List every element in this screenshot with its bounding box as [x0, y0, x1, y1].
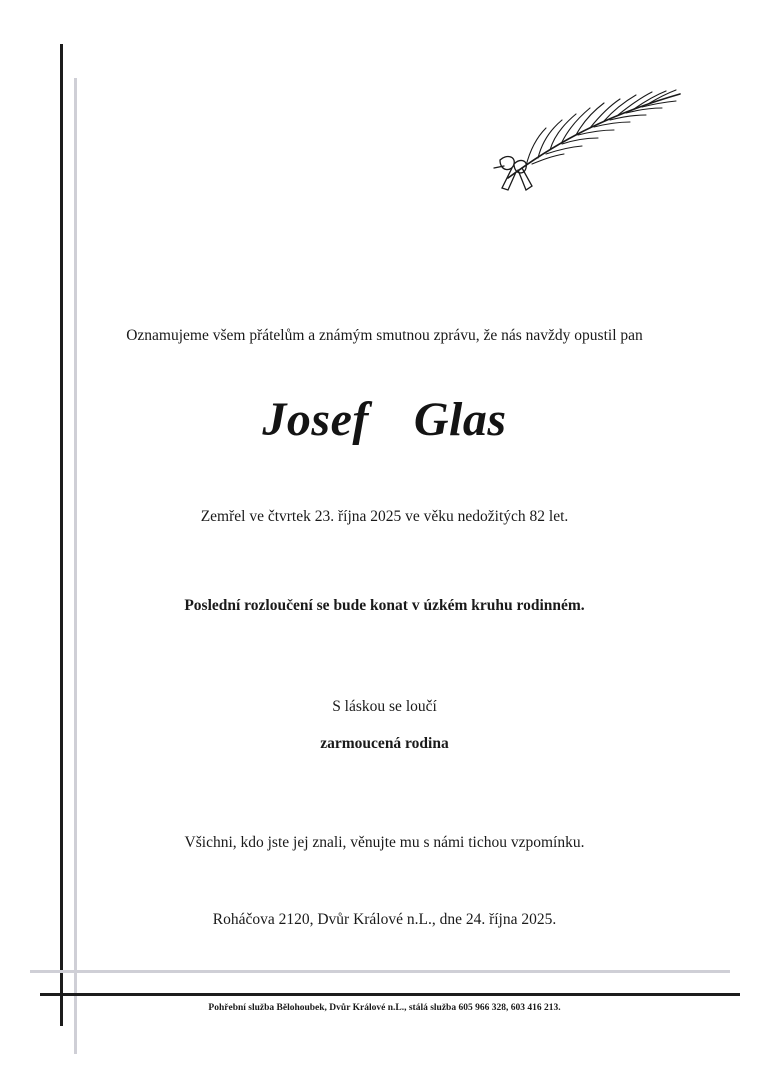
place-date-text: Roháčova 2120, Dvůr Králové n.L., dne 24. října 2025. — [212, 911, 557, 928]
frame-horizontal-dark-line — [40, 993, 740, 996]
remember-text: Všichni, kdo jste jej znali, věnujte mu s námi tichou vzpomínku. — [184, 834, 585, 851]
funeral-service-footer: Pohřební služba Bělohoubek, Dvůr Králové n.L., stálá služba 605 966 328, 603 416 213. — [208, 1003, 561, 1013]
love-text: S láskou se loučí — [332, 698, 437, 715]
farewell-text: Poslední rozloučení se bude konat v úzkém kruhu rodinném. — [184, 597, 585, 614]
intro-text: Oznamujeme všem přátelům a známým smutnou zprávu, že nás navždy opustil pan — [126, 327, 643, 344]
frame-horizontal-grey-line — [30, 970, 730, 973]
deceased-name: Josef Glas — [262, 393, 507, 446]
death-date-text: Zemřel ve čtvrtek 23. října 2025 ve věku nedožitých 82 let. — [200, 508, 569, 525]
frame-vertical-grey-line — [74, 78, 77, 1054]
family-text: zarmoucená rodina — [320, 735, 449, 752]
palm-branch-icon — [486, 80, 686, 196]
frame-vertical-dark-line — [60, 44, 63, 1026]
